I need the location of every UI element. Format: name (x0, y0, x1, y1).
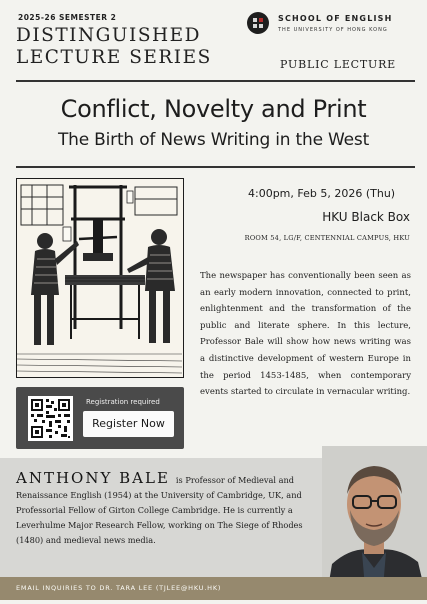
public-lecture-tag: PUBLIC LECTURE (280, 58, 396, 71)
divider-top (16, 80, 415, 82)
series-title-line-2: LECTURE SERIES (16, 47, 212, 68)
qr-code-icon[interactable] (28, 396, 73, 441)
university-name: THE UNIVERSITY OF HONG KONG (278, 27, 388, 33)
lecture-subtitle: The Birth of News Writing in the West (57, 130, 370, 150)
divider-bottom (16, 166, 415, 168)
school-name: SCHOOL OF ENGLISH (278, 14, 393, 23)
event-venue: HKU Black Box (322, 210, 410, 224)
school-crest-icon (247, 12, 269, 34)
event-datetime: 4:00pm, Feb 5, 2026 (Thu) (248, 187, 396, 200)
series-title-line-1: DISTINGUISHED (16, 25, 201, 46)
contact-email-text[interactable]: EMAIL INQUIRIES TO DR. TARA LEE (TJLEE@HKU.HK) (16, 584, 222, 592)
semester-label: 2025-26 SEMESTER 2 (18, 13, 117, 22)
event-address: ROOM 54, LG/F, CENTENNIAL CAMPUS, HKU (244, 234, 410, 242)
lecture-abstract: The newspaper has conventionally been seen as an early modern innovation, connected to print, enlightenment and the transformation of the public and literate sphere. In this lecture, Professor Bale will show how news writing was a distinctive development of western Europe in the period 1453-1485, when contemporary events started to circulate in vernacular writing. (200, 271, 411, 398)
speaker-bio-block (16, 471, 322, 548)
register-now-button[interactable]: Register Now (83, 411, 174, 437)
speaker-name: ANTHONY BALE (16, 469, 170, 487)
registration-required-label: Registration required (86, 398, 160, 406)
lecture-title: Conflict, Novelty and Print (60, 95, 367, 123)
speaker-bio: is Professor of Medieval and Renaissance English (1954) at the University of Cambridge, UK, and Professorial Fellow of Girton College Cambridge. He is currently a Leverhulme Major Research Fellow, working on The Siege of Rhodes (1480) and medieval news media. (16, 475, 303, 545)
registration-panel (16, 387, 184, 449)
printing-press-woodcut (16, 178, 184, 378)
